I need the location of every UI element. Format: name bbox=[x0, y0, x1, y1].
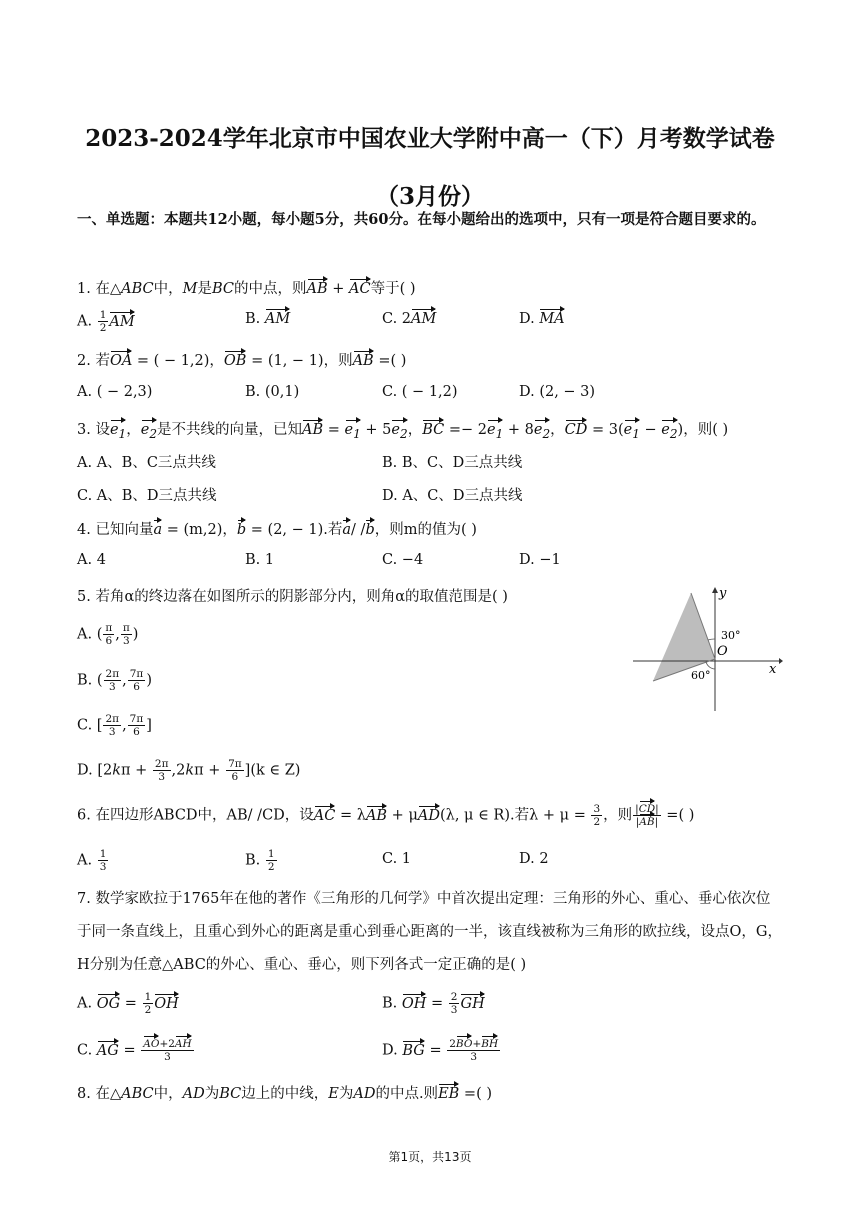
q7-option-a: A. OG = $\frac{1}{2}$ OH bbox=[77, 991, 179, 1016]
q3-text: )，则( ) bbox=[677, 422, 729, 438]
q2-option-b: B. (0,1) bbox=[245, 384, 300, 400]
question-3: 3. 设$e_1$，$e_2$是不共线的向量，已知AB = $e_1 + 5e_2$，BC =− $2e_1 + 8e_2$，CD = $3(e_1 - e_2)$，则( ) bbox=[77, 422, 729, 441]
q8-text: 为 bbox=[338, 1086, 354, 1102]
q5-option-a: A. ( $\frac{\pi}{6}$ , $\frac{\pi}{3}$ ) bbox=[77, 622, 139, 647]
q3-text: 3. 设 bbox=[77, 422, 110, 438]
page-footer: 第1页，共13页 bbox=[388, 1150, 472, 1164]
q6-text: (λ, μ ∈ R).若λ + μ = bbox=[439, 807, 591, 824]
q6-text: = λ bbox=[335, 807, 366, 824]
q3-text: + 8 bbox=[503, 422, 534, 438]
q1-option-a: A. $\frac{1}{2}$ AM bbox=[77, 309, 135, 334]
option-label: C. bbox=[77, 717, 93, 734]
q4-option-b: B. 1 bbox=[245, 552, 275, 568]
q1-option-b: B. AM bbox=[245, 311, 291, 327]
q1-text: 中， bbox=[153, 281, 183, 297]
q3-text: ， bbox=[407, 422, 423, 438]
y-axis-arrow-icon bbox=[712, 587, 718, 593]
q4-text: / / bbox=[351, 522, 366, 538]
q2-text: = ( − 1,2)， bbox=[132, 353, 224, 369]
q2-text: =( ) bbox=[373, 353, 407, 369]
q2-option-d: D. (2, − 3) bbox=[519, 384, 596, 400]
question-7: 7. 数学家欧拉于1765年在他的著作《三角形的几何学》中首次提出定理：三角形的外心、重心、垂心依次位于同一条直线上，且重心到外心的距离是重心到垂心距离的一半，该直线被称为三角形的欧拉线，设点O，G，H分别为任意△ABC的外心、重心、垂心，则下列各式一定正确的是( ) bbox=[77, 891, 782, 973]
x-label: x bbox=[769, 662, 777, 677]
angle-60-label: 60° bbox=[691, 669, 711, 682]
option-label: C. bbox=[77, 1042, 93, 1059]
q1-option-d: D. MA bbox=[519, 311, 565, 327]
q4-text: = (2, − 1).若 bbox=[246, 522, 343, 538]
q3-text: 是不共线的向量，已知 bbox=[157, 422, 303, 438]
q3-text: = 3( bbox=[587, 422, 624, 438]
angle-figure bbox=[633, 585, 783, 715]
q8-text: =( ) bbox=[459, 1086, 492, 1102]
q6-text: 6. 在四边形ABCD中，AB/ /CD，设 bbox=[77, 807, 314, 824]
q8-text: 中， bbox=[153, 1086, 183, 1102]
q8-text: 8. 在△ bbox=[77, 1086, 122, 1102]
question-4: 4. 已知向量a = (m,2)，b = (2, − 1).若a/ /b，则m的值为( ) bbox=[77, 522, 477, 538]
q4-text: 4. 已知向量 bbox=[77, 522, 154, 538]
q4-text: = (m,2)， bbox=[162, 522, 237, 538]
q7-option-d: D. BG = $\frac{2BO+BH}{3}$ bbox=[382, 1038, 499, 1063]
angle-arc-30 bbox=[708, 639, 715, 640]
q6-option-c: C. 1 bbox=[382, 851, 412, 867]
q4-option-d: D. −1 bbox=[519, 552, 561, 568]
q7-option-b: B. OH = $\frac{2}{3}$ GH bbox=[382, 991, 485, 1016]
q2-text: = (1, − 1)，则 bbox=[246, 353, 353, 369]
q3-text: =− 2 bbox=[444, 422, 487, 438]
y-label: y bbox=[719, 586, 727, 601]
option-label: D. bbox=[382, 1042, 398, 1059]
q5-option-b: B. ( $\frac{2\pi}{3}$ , $\frac{7\pi}{6}$ ) bbox=[77, 668, 153, 693]
q3-option-d: D. A、C、D三点共线 bbox=[382, 488, 523, 504]
q1-option-c: C. 2AM bbox=[382, 311, 437, 327]
x-axis-arrow-icon bbox=[779, 658, 783, 664]
angle-arc-60 bbox=[706, 662, 715, 669]
q3-text: + 5 bbox=[360, 422, 392, 438]
page-title: 2023-2024学年北京市中国农业大学附中高一（下）月考数学试卷（3月份） bbox=[85, 125, 775, 210]
q3-text: − bbox=[639, 422, 662, 438]
q8-text: 的中点.则 bbox=[375, 1086, 439, 1102]
q4-text: ，则m的值为( ) bbox=[374, 522, 477, 538]
option-label: B. bbox=[382, 995, 398, 1012]
q5-option-d: D. [2kπ + $\frac{2\pi}{3}$ ,2kπ + $\frac{7\pi}{6}$ ](k ∈ Z) bbox=[77, 758, 301, 783]
option-label: B. bbox=[245, 852, 261, 869]
question-2: 2. 若OA = ( − 1,2)，OB = (1, − 1)，则AB =( ) bbox=[77, 353, 407, 369]
q1-text: 是 bbox=[197, 281, 212, 297]
q6-option-b: B. $\frac{1}{2}$ bbox=[245, 848, 275, 873]
q1-text: 等于( ) bbox=[370, 281, 416, 297]
q8-text: 边上的中线， bbox=[241, 1086, 329, 1102]
angle-30-label: 30° bbox=[721, 629, 741, 642]
origin-label: O bbox=[717, 644, 728, 659]
shaded-region bbox=[653, 593, 715, 681]
q3-option-b: B. B、C、D三点共线 bbox=[382, 455, 523, 471]
q3-option-a: A. A、B、C三点共线 bbox=[77, 455, 216, 471]
question-1: 1. 在△ABC中，M是BC的中点，则AB + AC等于( ) bbox=[77, 281, 416, 297]
q6-option-d: D. 2 bbox=[519, 851, 549, 867]
question-8: 8. 在△ABC中，AD为BC边上的中线，E为AD的中点.则EB =( ) bbox=[77, 1086, 492, 1102]
q3-text: ， bbox=[550, 422, 565, 438]
q1-text: 1. 在△ bbox=[77, 281, 122, 297]
q5-option-c: C. [ $\frac{2\pi}{3}$ , $\frac{7\pi}{6}$ ] bbox=[77, 713, 152, 738]
q7-option-c: C. AG = $\frac{AO+2AH}{3}$ bbox=[77, 1038, 192, 1063]
q3-text: = bbox=[323, 422, 345, 438]
q2-option-a: A. ( − 2,3) bbox=[77, 384, 153, 400]
option-label: D. bbox=[77, 762, 93, 779]
option-label: B. bbox=[245, 311, 261, 327]
section-heading: 一、单选题：本题共12小题，每小题5分，共60分。在每小题给出的选项中，只有一项是符合题目要求的。 bbox=[77, 211, 766, 228]
q3-option-c: C. A、B、D三点共线 bbox=[77, 488, 217, 504]
q1-text: 的中点，则 bbox=[234, 281, 307, 297]
option-label: B. bbox=[77, 672, 93, 689]
q6-text: + μ bbox=[387, 807, 418, 824]
q4-option-a: A. 4 bbox=[77, 552, 106, 568]
option-label: A. bbox=[77, 626, 93, 643]
q6-option-a: A. $\frac{1}{3}$ bbox=[77, 848, 107, 873]
option-label: A. bbox=[77, 995, 93, 1012]
option-tail: (k ∈ Z) bbox=[250, 762, 301, 779]
q3-text: ， bbox=[126, 422, 141, 438]
option-label: C. 2 bbox=[382, 311, 412, 327]
question-5: 5. 若角α的终边落在如图所示的阴影部分内，则角α的取值范围是( ) bbox=[77, 589, 508, 605]
q8-text: 为 bbox=[204, 1086, 220, 1102]
option-label: A. bbox=[77, 313, 93, 330]
q2-text: 2. 若 bbox=[77, 353, 110, 369]
q6-text: =( ) bbox=[661, 807, 695, 824]
option-label: A. bbox=[77, 852, 93, 869]
question-6: 6. 在四边形ABCD中，AB/ /CD，设AC = λAB + μAD(λ, μ ∈ R).若λ + μ = $\frac{3}{2}$ ，则 $\frac{|CD|}{|AB|}$ =( ) bbox=[77, 803, 695, 828]
q6-text: ，则 bbox=[603, 807, 633, 824]
option-label: D. bbox=[519, 311, 535, 327]
q2-option-c: C. ( − 1,2) bbox=[382, 384, 458, 400]
q4-option-c: C. −4 bbox=[382, 552, 424, 568]
